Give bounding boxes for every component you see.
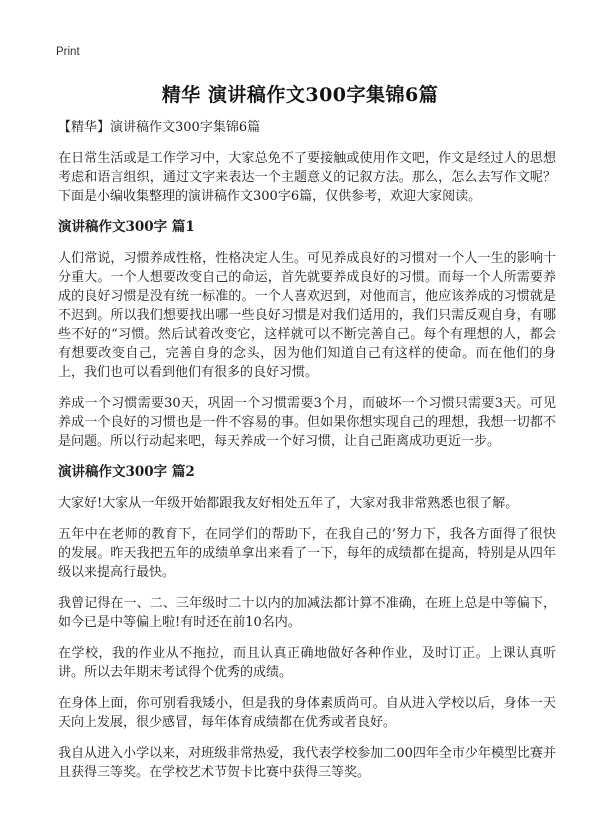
print-label[interactable]: Print bbox=[56, 46, 80, 58]
section-2-paragraph: 在学校，我的作业从不拖拉，而且认真正确地做好各种作业，及时订正。上课认真听讲。所以去年期末考试得个优秀的成绩。 bbox=[58, 646, 556, 680]
section-2-paragraph: 五年中在老师的教育下，在同学们的帮助下，在我自己的’努力下，我各方面得了很快的发展。昨天我把五年的成绩单拿出来看了一下，每年的成绩都在提高，特别是从四年级以来提高行最快。 bbox=[58, 527, 556, 580]
section-2-paragraph: 在身体上面，你可别看我矮小，但是我的身体素质尚可。自从进入学校以后，身体一天天向上发展，很少感冒，每年体育成绩都在优秀或者良好。 bbox=[58, 696, 556, 730]
page-title: 精华 演讲稿作文300字集锦6篇 bbox=[161, 84, 439, 106]
section-1-paragraph: 养成一个习惯需要30天，巩固一个习惯需要3个月，而破坏一个习惯只需要3天。可见养成一个良好的习惯也是一件不容易的事。但如果你想实现自己的理想，我想一切都不是问题。所以行动起来吧，每天养成一个好习惯，让自己距离成功更近一步。 bbox=[58, 396, 556, 449]
section-2-paragraph: 我曾记得在一、二、三年级时二十以内的加减法都计算不准确，在班上总是中等偏下，如今已是中等偏上啦!有时还在前10名内。 bbox=[58, 596, 556, 630]
intro-paragraph: 在日常生活或是工作学习中，大家总免不了要接触或使用作文吧，作文是经过人的思想考虑和语言组织，通过文字来表达一个主题意义的记叙方法。那么，怎么去写作文呢？下面是小编收集整理的演讲稿作文300字6篇，仅供参考，欢迎大家阅读。 bbox=[58, 151, 556, 204]
section-2-paragraph: 我自从进入小学以来，对班级非常热爱，我代表学校参加二00四年全市少年模型比赛并且获得三等奖。在学校艺术节贺卡比赛中获得三等奖。 bbox=[58, 746, 556, 780]
article-body bbox=[58, 118, 556, 794]
article-subtitle: 【精华】演讲稿作文300字集锦6篇 bbox=[58, 120, 261, 135]
section-heading-2: 演讲稿作文300字 篇2 bbox=[58, 464, 195, 480]
section-1-paragraph: 人们常说，习惯养成性格，性格决定人生。可见养成良好的习惯对一个人一生的影响十分重大。一个人想要改变自己的命运，首先就要养成良好的习惯。而每一个人所需要养成的良好习惯是没有统一标准的。一个人喜欢迟到，对他而言，他应该养成的习惯就是不迟到。所以我们想要找出哪一些良好习惯是对我们适用的，我们只需反观自身，有哪些不好的“习惯。然后试着改变它，这样就可以不断完善自己。每个有理想的人，都会有想要改变自己，完善自身的念头，因为他们知道自己有这样的使命。而在他们的身上，我们也可以看到他们有很多的良好习惯。 bbox=[58, 251, 556, 380]
section-heading-1: 演讲稿作文300字 篇1 bbox=[58, 219, 195, 235]
section-2-paragraph: 大家好!大家从一年级开始都跟我友好相处五年了，大家对我非常熟悉也很了解。 bbox=[58, 496, 519, 511]
